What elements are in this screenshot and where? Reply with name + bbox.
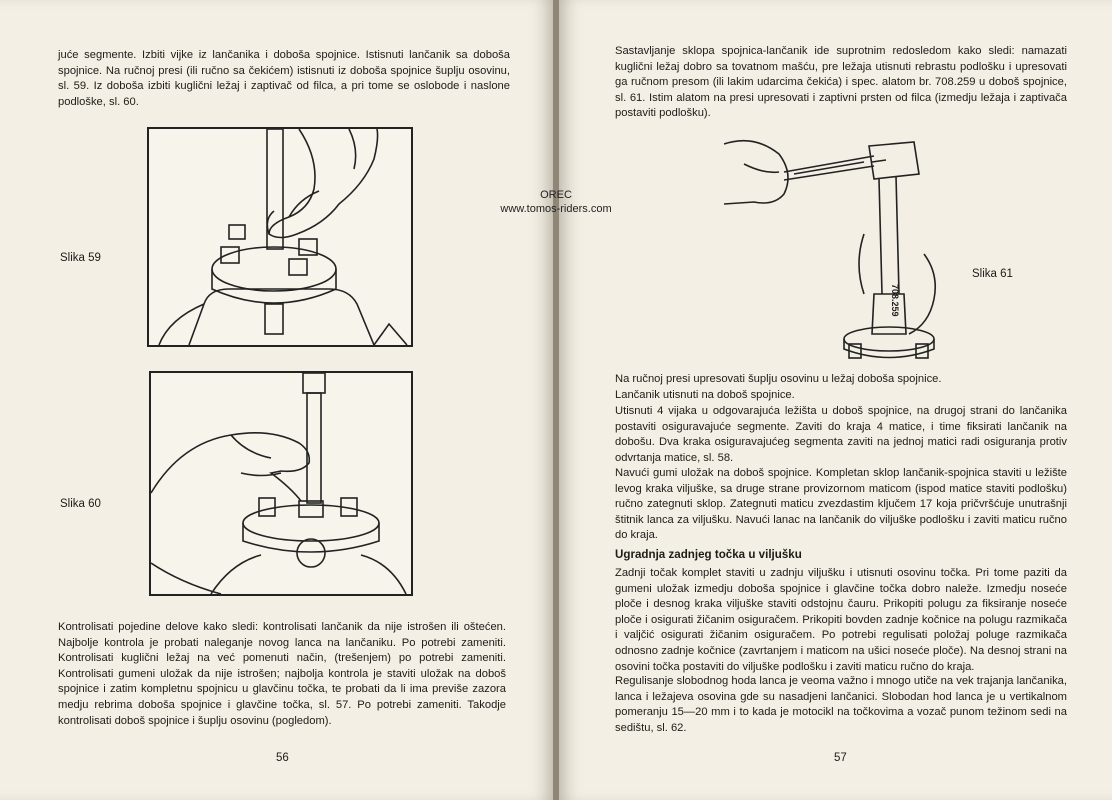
figure-59-drawing (149, 129, 411, 345)
figure-59-illustration (147, 127, 413, 347)
left-paragraph-inspection: Kontrolisati pojedine delove kako sledi: kontrolisati lančanik da nije istrošen ili oštećen. Najbolje kontrola je probati naleganje novog lanca na lančaniku. Po potrebi zameniti. Kontrolisati kuglični ležaj na već pomenuti način, (trešenjem) po potrebi zameniti. Kontrolisati gumeni uložak da nije istrošen; najbolja kontrola je staviti uložak na doboš spojnice i zatim kompletnu spojnicu u glavčinu točka, te probati da li ima previše zazora medju rebrima doboša spojnice i glavčine točka, sl. 57. Po potrebi zameniti. Takodje kontrolisati doboš spojnice i šuplju osovinu (pogledom). (58, 621, 506, 727)
right-paragraph-rubber-insert: Navući gumi uložak na doboš spojnice. Kompletan sklop lančanik-spojnica staviti u ležište levog kraka viljuške, sa druge strane provizornom maticom (ispod matice staviti podlošku) ručno zategnuti sklop. Zategnuti maticu zvezdastim ključem 17 koja pričvršćuje unutrašnji štitnik lanca za viljušku. Navući lanac na lančanik do viljuške podlošku i zaviti maticu ručno do kraja. (615, 467, 1067, 542)
figure-61-drawing (724, 134, 944, 364)
watermark-url: www.tomos-riders.com (500, 203, 612, 215)
right-paragraph-chain-slack: Regulisanje slobodnog hoda lanca je veoma važno i mnogo utiče na vek trajanja lančanika, lanca i ležajeva osovina gde su nasadjeni lančanici. Slobodan hod lanca je u vertikalnom pomeranju 15—20 mm i to kada je motocikl na točkovima a vozač punom težinom sedi na sedištu, sl. 62. (615, 675, 1067, 734)
right-paragraph-bolts: Utisnuti 4 vijaka u odgovarajuća ležišta u doboš spojnice, na drugoj strani do lančanika postaviti osiguravajuće segmente. Zaviti do kraja 4 matice, i time fiksirati lančanik na dobošu. Dva kraka osiguravajućeg segmenta zaviti na jednoj matici radi osiguranja protiv odvrtanja matice, sl. 58. (615, 405, 1067, 464)
left-paragraph-intro: juće segmente. Izbiti vijke iz lančanika i doboša spojnice. Istisnuti lančanik sa doboša spojnice. Na ručnoj presi (ili ručno sa čekićem) istisnuti iz doboša spojnice šuplju osovinu, sl. 59. Iz doboša izbiti kuglični ležaj i zaptivač od filca, a pri tome se oslobode i naslone podloške, sl. 60. (58, 49, 510, 108)
figure-59-caption: Slika 59 (60, 252, 101, 264)
section-heading-rear-wheel: Ugradnja zadnjeg točka u viljušku (615, 548, 802, 561)
right-line-press-shaft: Na ručnoj presi upresovati šuplju osovinu u ležaj doboša spojnice. (615, 373, 942, 385)
right-page (559, 0, 1112, 800)
watermark-line-1: OREC (540, 189, 572, 201)
page-number-left: 56 (276, 752, 289, 764)
figure-61-caption: Slika 61 (972, 268, 1013, 280)
right-line-sprocket: Lančanik utisnuti na doboš spojnice. (615, 389, 795, 401)
left-page (0, 0, 553, 800)
right-paragraph-assembly: Sastavljanje sklopa spojnica-lančanik ide suprotnim redosledom kako sledi: namazati kuglični ležaj dobro sa tovatnom mašću, pre ležaja utisnuti rebrastu podlošku i upresovati ga ručnom presom (ili lakim udarcima čekića) i spec. alatom br. 708.259 u doboš spojnice, sl. 61. Istim alatom na presi upresovati i zaptivni prsten od filca (izmedju ležaja i zaptivača postaviti podlošku). (615, 45, 1067, 120)
right-paragraph-rear-wheel: Zadnji točak komplet staviti u zadnju viljušku i utisnuti osovinu točka. Pri tome paziti da gumeni uložak izmedju doboša spojnice i glavčine točka dobro naleže. Izmedju noseće ploče i desnog kraka viljuške staviti odstojnu čauru. Prikopiti polugu za fiksiranje noseće ploče i osigurati žičanim osiguračem. Prikopiti bovden zadnje kočnice na polugu razmikača i valjčić osigurati žičanim osiguračem. Po potrebi regulisati položaj poluge razmikača odnosno zadnje kočnice (zavrtanjem i maticom na ušici noseće ploče). Na desnoj strani na osovini točka postaviti do viljuške podlošku i zaviti maticu ručno do kraja. (615, 567, 1067, 673)
figure-60-illustration (149, 371, 413, 596)
figure-60-caption: Slika 60 (60, 498, 101, 510)
figure-60-drawing (151, 373, 411, 594)
watermark (486, 188, 626, 216)
tool-number-marking: 708.259 (890, 284, 900, 317)
page-number-right: 57 (834, 752, 847, 764)
figure-61-illustration (724, 134, 944, 364)
